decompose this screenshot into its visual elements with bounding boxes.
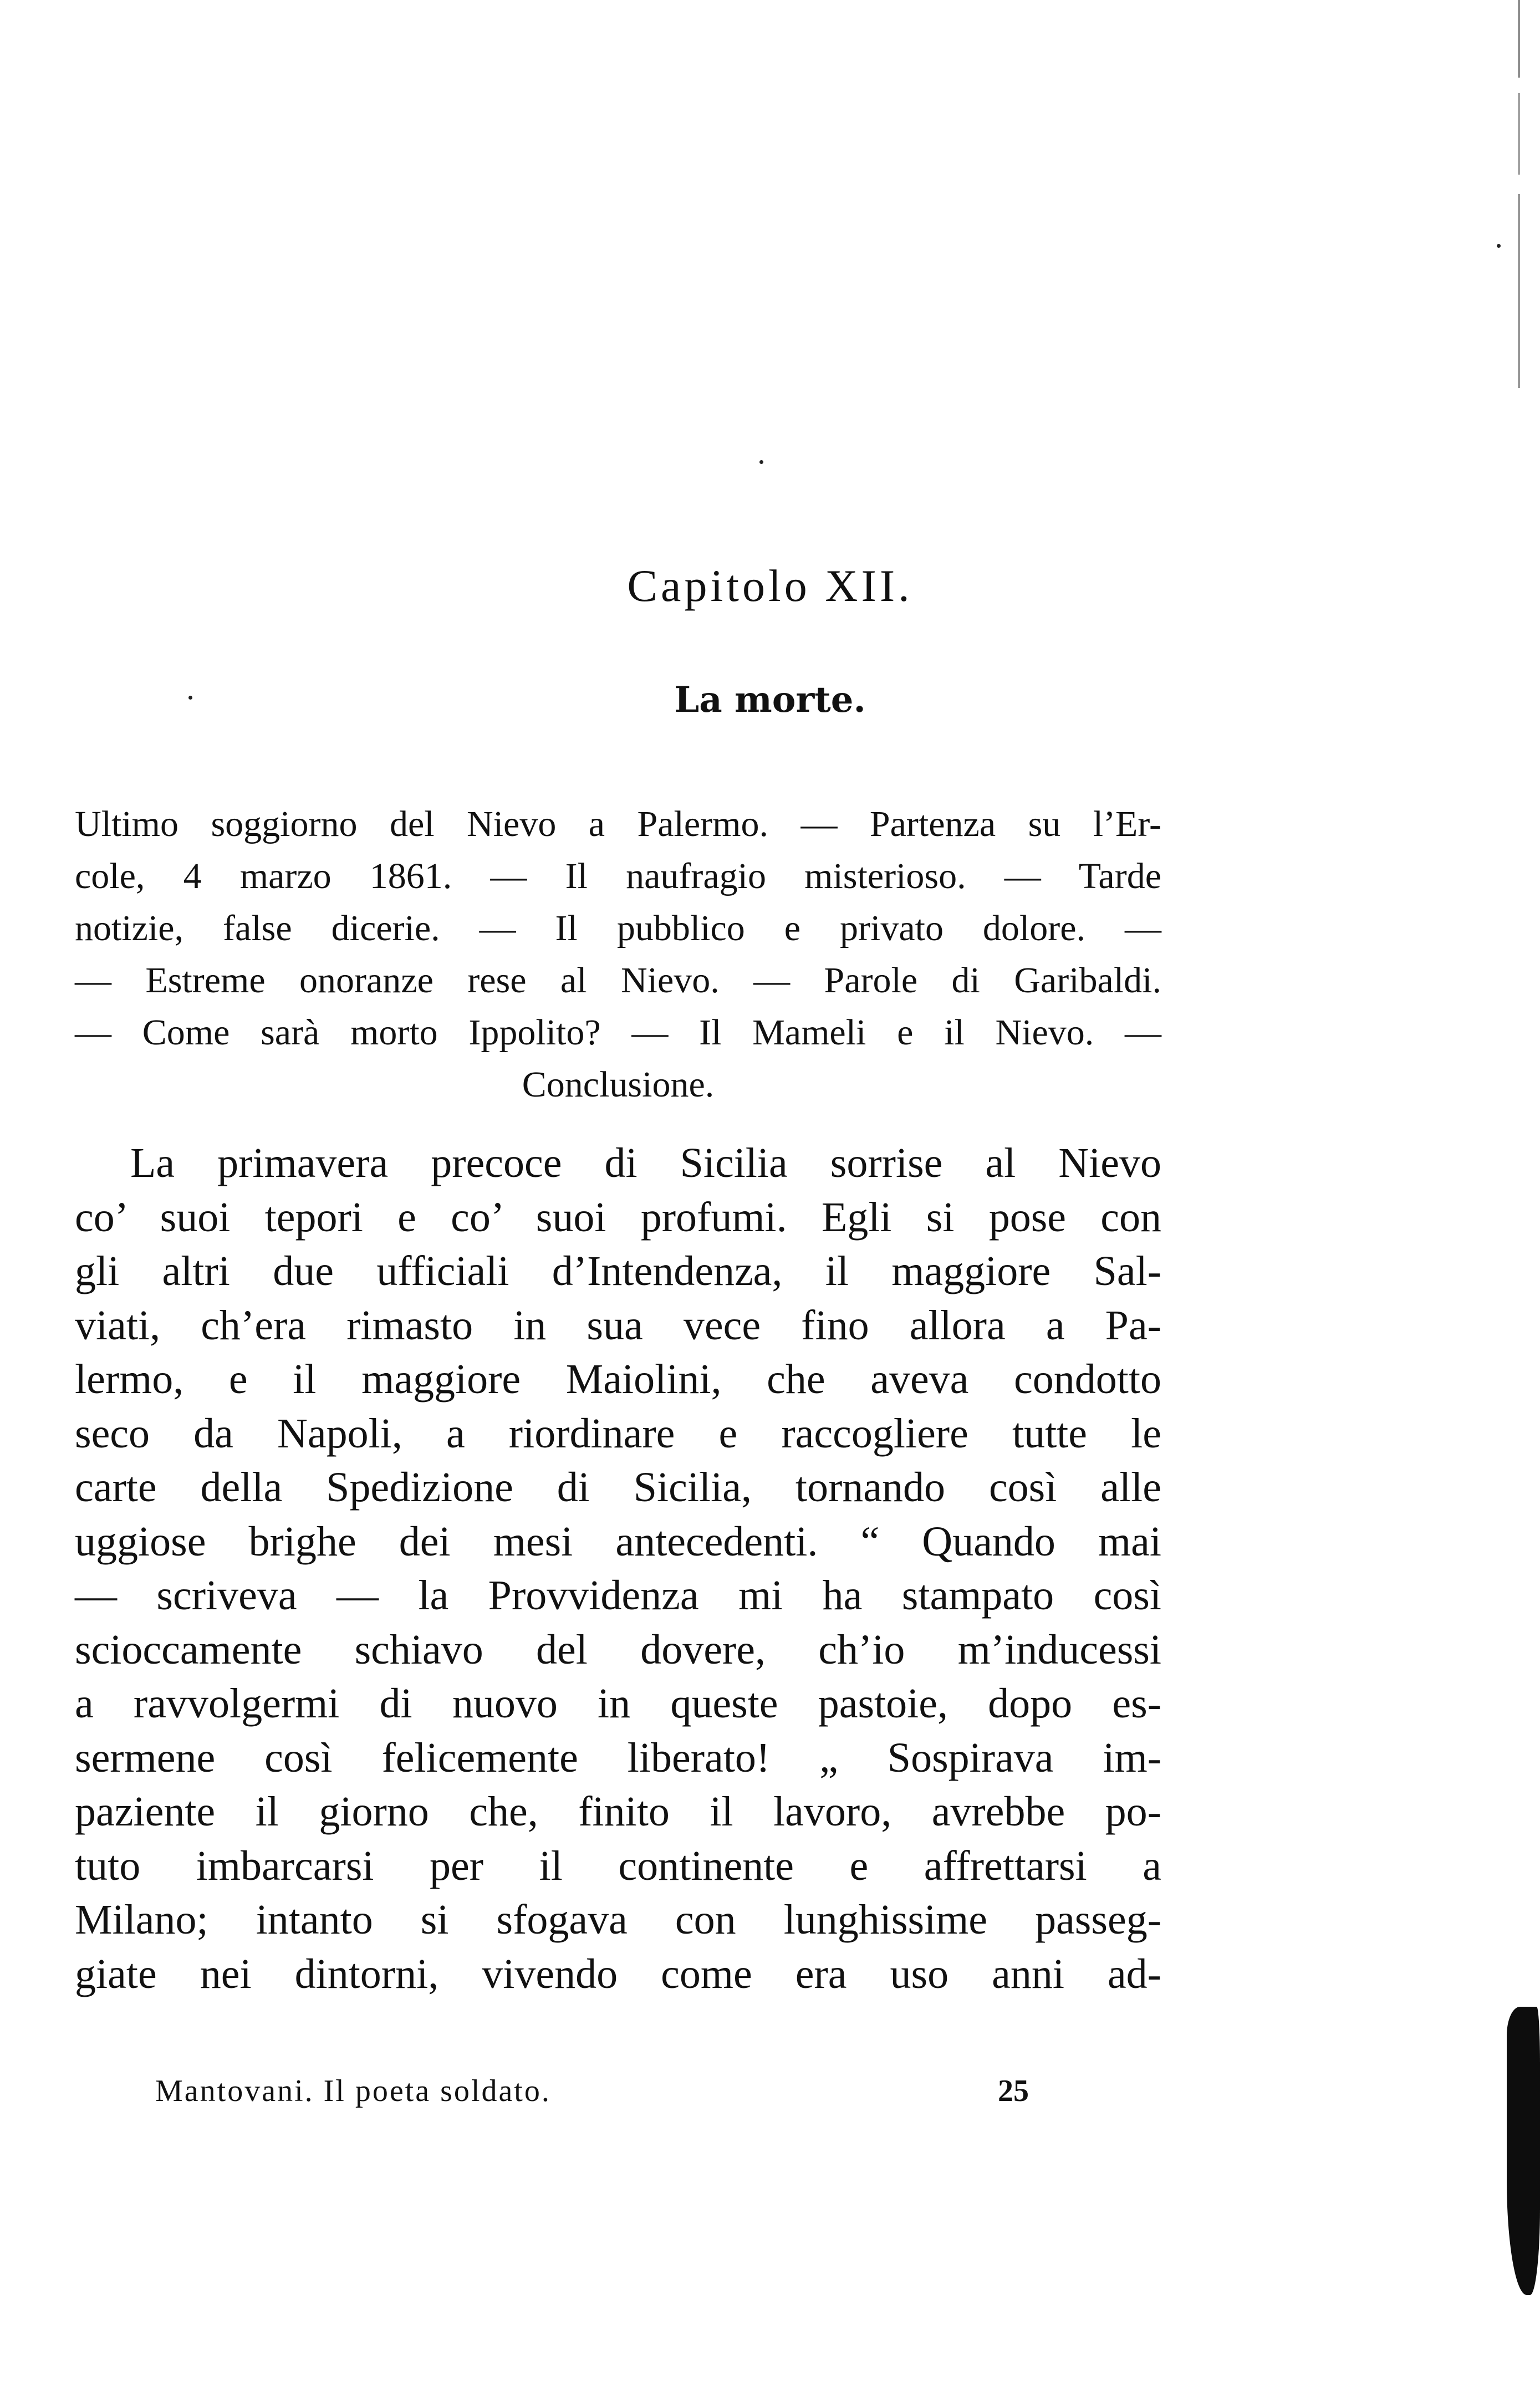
- body-line: gli altri due ufficiali d’Intendenza, il maggiore Sal-: [75, 1248, 1161, 1294]
- body-line: uggiose brighe dei mesi antecedenti. “ Quando mai: [75, 1518, 1161, 1565]
- body-line: tuto imbarcarsi per il continente e affrettarsi a: [75, 1842, 1161, 1889]
- body-paragraph: [75, 1136, 1161, 2001]
- body-line: La primavera precoce di Sicilia sorrise al Nievo: [130, 1140, 1161, 1186]
- scan-edge-blot: [1507, 2007, 1540, 2295]
- scan-speck: [1497, 244, 1501, 248]
- body-line: paziente il giorno che, finito il lavoro, avrebbe po-: [75, 1788, 1161, 1835]
- body-line: Milano; intanto si sfogava con lunghissime passeg-: [75, 1896, 1161, 1943]
- chapter-summary: [75, 798, 1161, 1111]
- body-line: co’ suoi tepori e co’ suoi profumi. Egli si pose con: [75, 1194, 1161, 1241]
- summary-line: — Come sarà morto Ippolito? — Il Mameli e il Nievo. —: [75, 1012, 1161, 1053]
- body-line: sermene così felicemente liberato! „ Sospirava im-: [75, 1734, 1161, 1781]
- summary-line: cole, 4 marzo 1861. — Il naufragio misterioso. — Tarde: [75, 856, 1161, 896]
- summary-line: Ultimo soggiorno del Nievo a Palermo. — Partenza su l’Er-: [75, 804, 1161, 844]
- scan-edge-mark: [1518, 0, 1520, 388]
- body-line: a ravvolgermi di nuovo in queste pastoie, dopo es-: [75, 1680, 1161, 1727]
- summary-line: notizie, false dicerie. — Il pubblico e privato dolore. —: [75, 908, 1161, 948]
- body-line: scioccamente schiavo del dovere, ch’io m’inducessi: [75, 1626, 1161, 1673]
- scan-speck: [759, 460, 763, 464]
- body-line: viati, ch’era rimasto in sua vece fino allora a Pa-: [75, 1302, 1161, 1349]
- body-line: giate nei dintorni, vivendo come era uso anni ad-: [75, 1950, 1161, 1997]
- body-line: seco da Napoli, a riordinare e raccogliere tutte le: [75, 1410, 1161, 1457]
- footer-signature: Mantovani. Il poeta soldato.: [155, 2074, 551, 2108]
- body-line: lermo, e il maggiore Maiolini, che aveva condotto: [75, 1356, 1161, 1402]
- chapter-heading: Capitolo XII.: [627, 560, 913, 611]
- body-line: — scriveva — la Provvidenza mi ha stampato così: [75, 1572, 1161, 1619]
- summary-line: — Estreme onoranze rese al Nievo. — Parole di Garibaldi.: [75, 960, 1161, 1001]
- body-line: carte della Spedizione di Sicilia, tornando così alle: [75, 1464, 1161, 1511]
- summary-line: Conclusione.: [522, 1064, 715, 1105]
- page-footer: [155, 2073, 1098, 2109]
- page-number: 25: [998, 2074, 1029, 2108]
- chapter-title: La morte.: [674, 679, 866, 721]
